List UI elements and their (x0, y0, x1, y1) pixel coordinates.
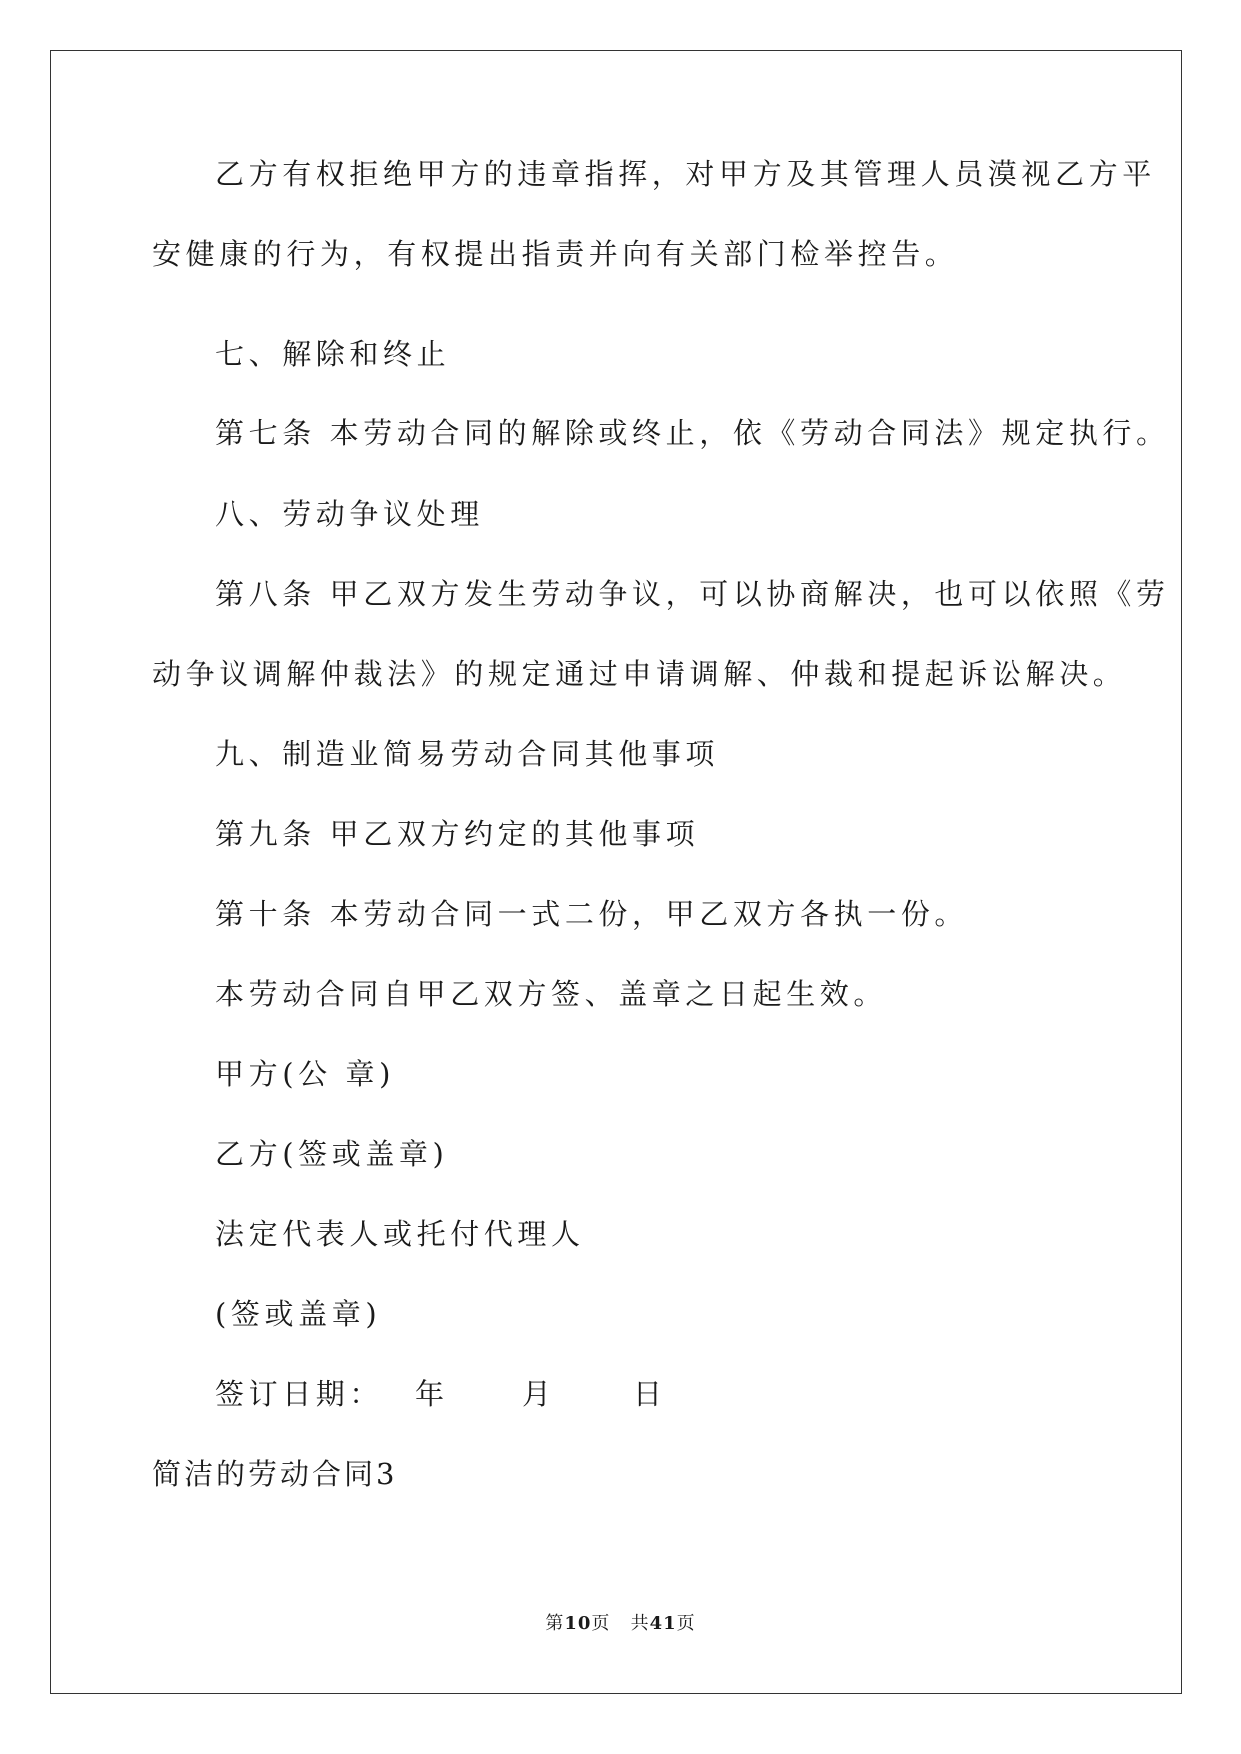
footer-total-unit: 页 (676, 1613, 696, 1634)
paragraph-line-2: 安健康的行为，有权提出指责并向有关部门检举控告。 (152, 237, 959, 271)
section-heading-7: 七、解除和终止 (215, 337, 451, 371)
party-b-signature: 乙方(签或盖章) (215, 1137, 449, 1171)
article-8-line-1: 第八条 甲乙双方发生劳动争议，可以协商解决，也可以依照《劳 (215, 577, 1170, 611)
party-a-seal: 甲方(公 章) (215, 1057, 396, 1091)
page-frame (50, 50, 1182, 1694)
article-7: 第七条 本劳动合同的解除或终止，依《劳动合同法》规定执行。 (215, 416, 1170, 450)
footer-current-page: 10 (564, 1613, 592, 1634)
footer-total-prefix: 共 (630, 1613, 650, 1634)
article-8-line-2: 动争议调解仲裁法》的规定通过申请调解、仲裁和提起诉讼解决。 (152, 657, 1127, 691)
effective-clause: 本劳动合同自甲乙双方签、盖章之日起生效。 (215, 977, 888, 1011)
signing-date-day: 日 (633, 1377, 667, 1411)
signing-date-label: 签订日期： (215, 1377, 384, 1411)
footer-page-unit: 页 (591, 1613, 611, 1634)
paragraph-line-1: 乙方有权拒绝甲方的违章指挥，对甲方及其管理人员漠视乙方平 (215, 157, 1156, 191)
footer-total-pages: 41 (649, 1613, 677, 1634)
section-heading-8: 八、劳动争议处理 (215, 497, 484, 531)
article-10: 第十条 本劳动合同一式二份，甲乙双方各执一份。 (215, 897, 969, 931)
next-section-title: 简洁的劳动合同3 (152, 1457, 398, 1491)
legal-representative: 法定代表人或托付代理人 (215, 1217, 585, 1251)
signing-date (215, 1374, 667, 1414)
signing-date-year: 年 (415, 1377, 449, 1411)
article-9: 第九条 甲乙双方约定的其他事项 (215, 817, 700, 851)
footer-prefix: 第 (545, 1613, 565, 1634)
signing-date-month: 月 (522, 1377, 556, 1411)
representative-signature: (签或盖章) (215, 1297, 382, 1331)
section-heading-9: 九、制造业简易劳动合同其他事项 (215, 737, 720, 771)
page-footer (0, 1612, 1241, 1636)
